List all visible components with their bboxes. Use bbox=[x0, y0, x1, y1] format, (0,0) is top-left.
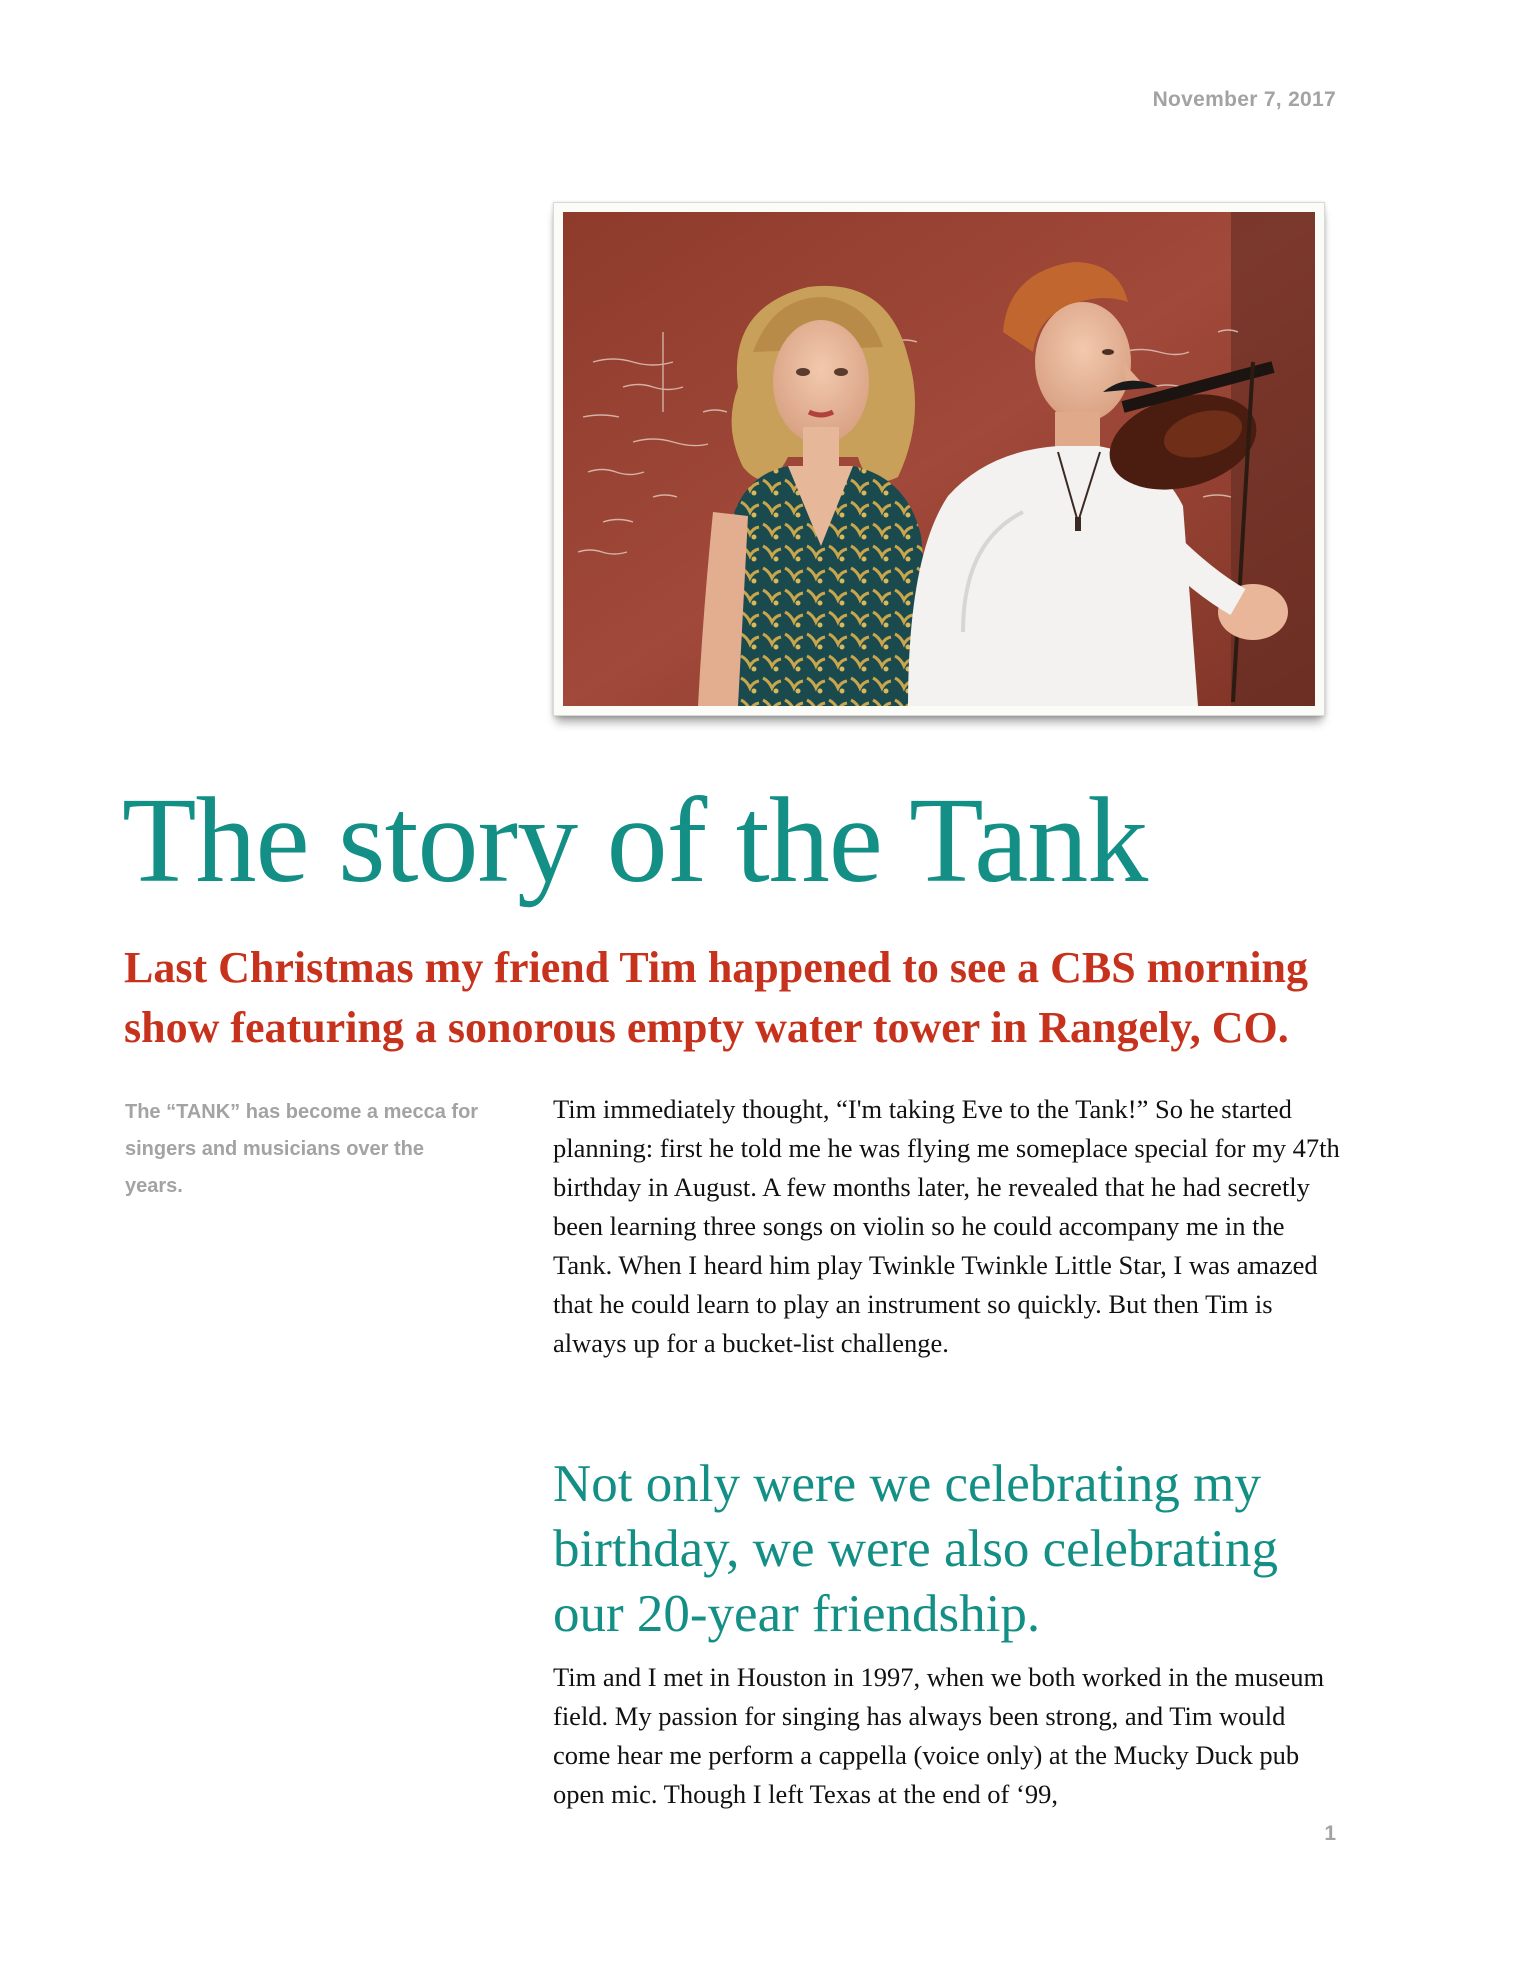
body-paragraph-2: Tim and I met in Houston in 1997, when we both worked in the museum field. My passion for singing has always been strong, and Tim would come hear me perform a cappella (voice only) at the Mucky Duck pub open mic. Though I left Texas at the end of ‘99, bbox=[553, 1662, 1325, 1809]
hero-photo bbox=[553, 202, 1325, 716]
document-date: November 7, 2017 bbox=[1152, 88, 1336, 111]
hero-photo-image bbox=[563, 212, 1315, 706]
body-paragraph-1: Tim immediately thought, “I'm taking Eve to the Tank!” So he started planning: first he told me he was flying me someplace special for my 47th birthday in August. A few months later, he revealed that he had secretly been learning three songs on violin so he could accompany me in the Tank. When I heard him play Twinkle Twinkle Little Star, I was amazed that he could learn to play an instrument so quickly. But then Tim is always up for a bucket-list challenge. bbox=[553, 1094, 1340, 1358]
sidebar-caption: The “TANK” has become a mecca for singers and musicians over the years. bbox=[125, 1101, 479, 1197]
pull-quote: Not only were we celebrating my birthday, we were also celebrating our 20-year friendship. bbox=[553, 1455, 1278, 1643]
page-number: 1 bbox=[1324, 1822, 1336, 1845]
article-subtitle: Last Christmas my friend Tim happened to see a CBS morning show featuring a sonorous empty water tower in Rangely, CO. bbox=[124, 943, 1309, 1052]
article-title: The story of the Tank bbox=[122, 773, 1148, 908]
